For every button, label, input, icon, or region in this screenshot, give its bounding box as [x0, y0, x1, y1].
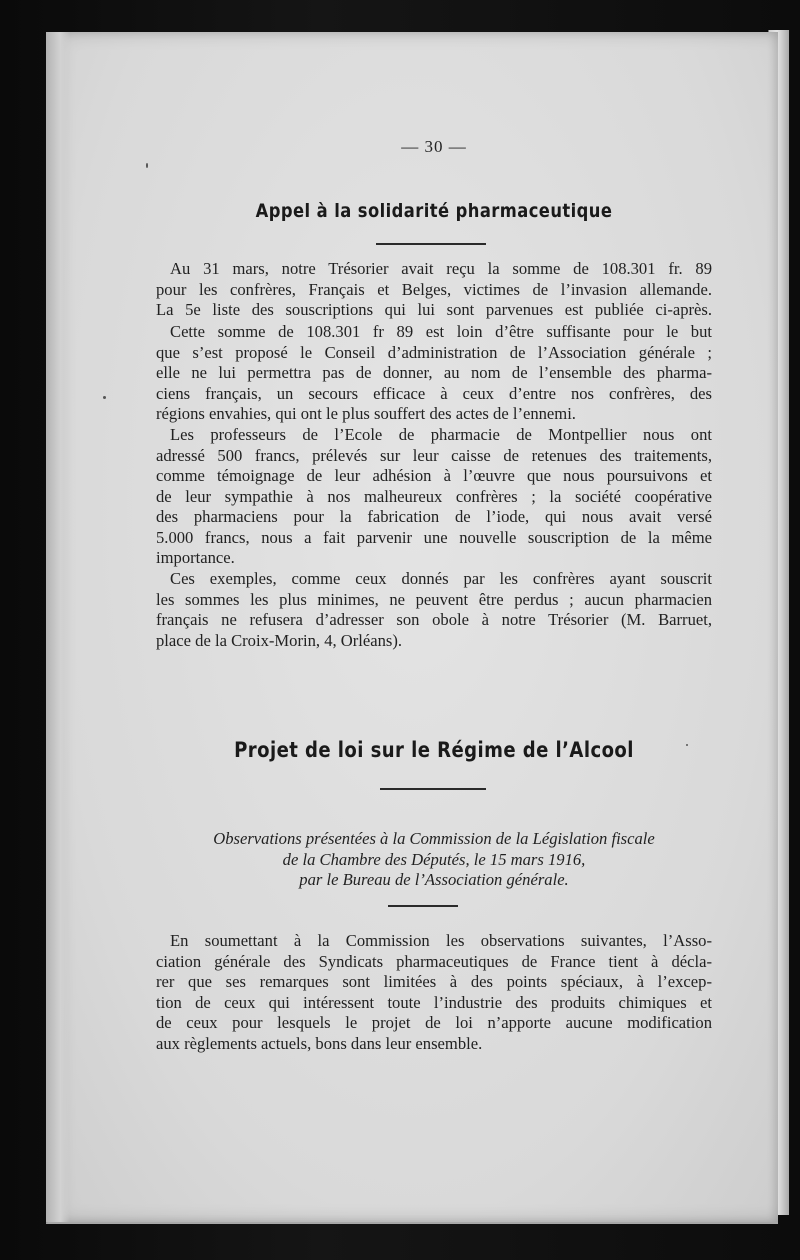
text-line: ciation générale des Syndicats pharmaceutiques de France tient à décla-	[156, 951, 712, 971]
text-line: La 5e liste des souscriptions qui lui sont parvenues est publiée ci-après.	[156, 300, 712, 319]
paragraph	[156, 259, 712, 321]
text-line: En soumettant à la Commission les observations suivantes, l’Asso-	[170, 931, 712, 950]
text-line: Au 31 mars, notre Trésorier avait reçu la somme de 108.301 fr. 89	[170, 259, 712, 278]
text-line: de ceux pour lesquels le projet de loi n’apporte aucune modification	[156, 1013, 712, 1032]
text-line: 5.000 francs, nous a fait parvenir une nouvelle souscription de la même	[156, 527, 712, 547]
text-line: de leur sympathie à nos malheureux confrères ; la société coopérative	[156, 486, 712, 506]
subtitle-line: de la Chambre des Députés, le 15 mars 1916,	[282, 849, 586, 869]
text-line: des pharmaciens pour la fabrication de l’iode, qui nous avait versé	[156, 507, 712, 526]
title-underline	[380, 788, 486, 790]
section-title-solidarite: Appel à la solidarité pharmaceutique	[255, 200, 613, 222]
paragraph	[156, 931, 712, 1054]
text-line: tion de ceux qui intéressent toute l’industrie des produits chimiques et	[156, 992, 712, 1012]
paper-speck	[146, 163, 148, 168]
text-line: elle ne lui permettra pas de donner, au nom de l’ensemble des pharma-	[156, 363, 712, 382]
page-number: — 30 —	[401, 137, 467, 156]
observations-subtitle	[156, 829, 712, 891]
text-line: que s’est proposé le Conseil d’administration de l’Association générale ;	[156, 342, 712, 362]
paragraph	[156, 569, 712, 651]
text-line: pour les confrères, Français et Belges, victimes de l’invasion allemande.	[156, 279, 712, 299]
text-line: rer que ses remarques sont limitées à des points spéciaux, à l’excep-	[156, 972, 712, 991]
subtitle-line: par le Bureau de l’Association générale.	[299, 870, 569, 889]
text-line: Ces exemples, comme ceux donnés par les confrères ayant souscrit	[170, 569, 712, 588]
paragraph	[156, 322, 712, 425]
text-line: aux règlements actuels, bons dans leur ensemble.	[156, 1033, 483, 1053]
subtitle-underline	[388, 905, 458, 907]
paragraph	[156, 425, 712, 569]
text-line: importance.	[156, 548, 235, 567]
paper-speck	[686, 744, 688, 746]
section-title-alcool: Projet de loi sur le Régime de l’Alcool	[234, 738, 634, 762]
text-line: régions envahies, qui ont le plus souffert des actes de l’ennemi.	[156, 404, 576, 423]
text-line: Les professeurs de l’Ecole de pharmacie de Montpellier nous ont	[170, 425, 712, 444]
text-line: place de la Croix-Morin, 4, Orléans).	[156, 630, 403, 650]
text-line: les sommes les plus minimes, ne peuvent être perdus ; aucun pharmacien	[156, 589, 712, 609]
paper-speck	[103, 396, 106, 399]
text-line: ciens français, un secours efficace à ceux d’entre nos confrères, des	[156, 383, 712, 403]
page-binding-shadow	[46, 32, 70, 1222]
title-underline	[376, 243, 486, 245]
subtitle-line: Observations présentées à la Commission de la Législation fiscale	[213, 829, 655, 848]
text-line: français ne refusera d’adresser son obole à notre Trésorier (M. Barruet,	[156, 610, 712, 629]
text-line: comme témoignage de leur adhésion à l’œuvre que nous poursuivons et	[156, 466, 712, 485]
text-line: Cette somme de 108.301 fr 89 est loin d’être suffisante pour le but	[170, 322, 712, 341]
text-line: adressé 500 francs, prélevés sur leur caisse de retenues des traitements,	[156, 445, 712, 465]
